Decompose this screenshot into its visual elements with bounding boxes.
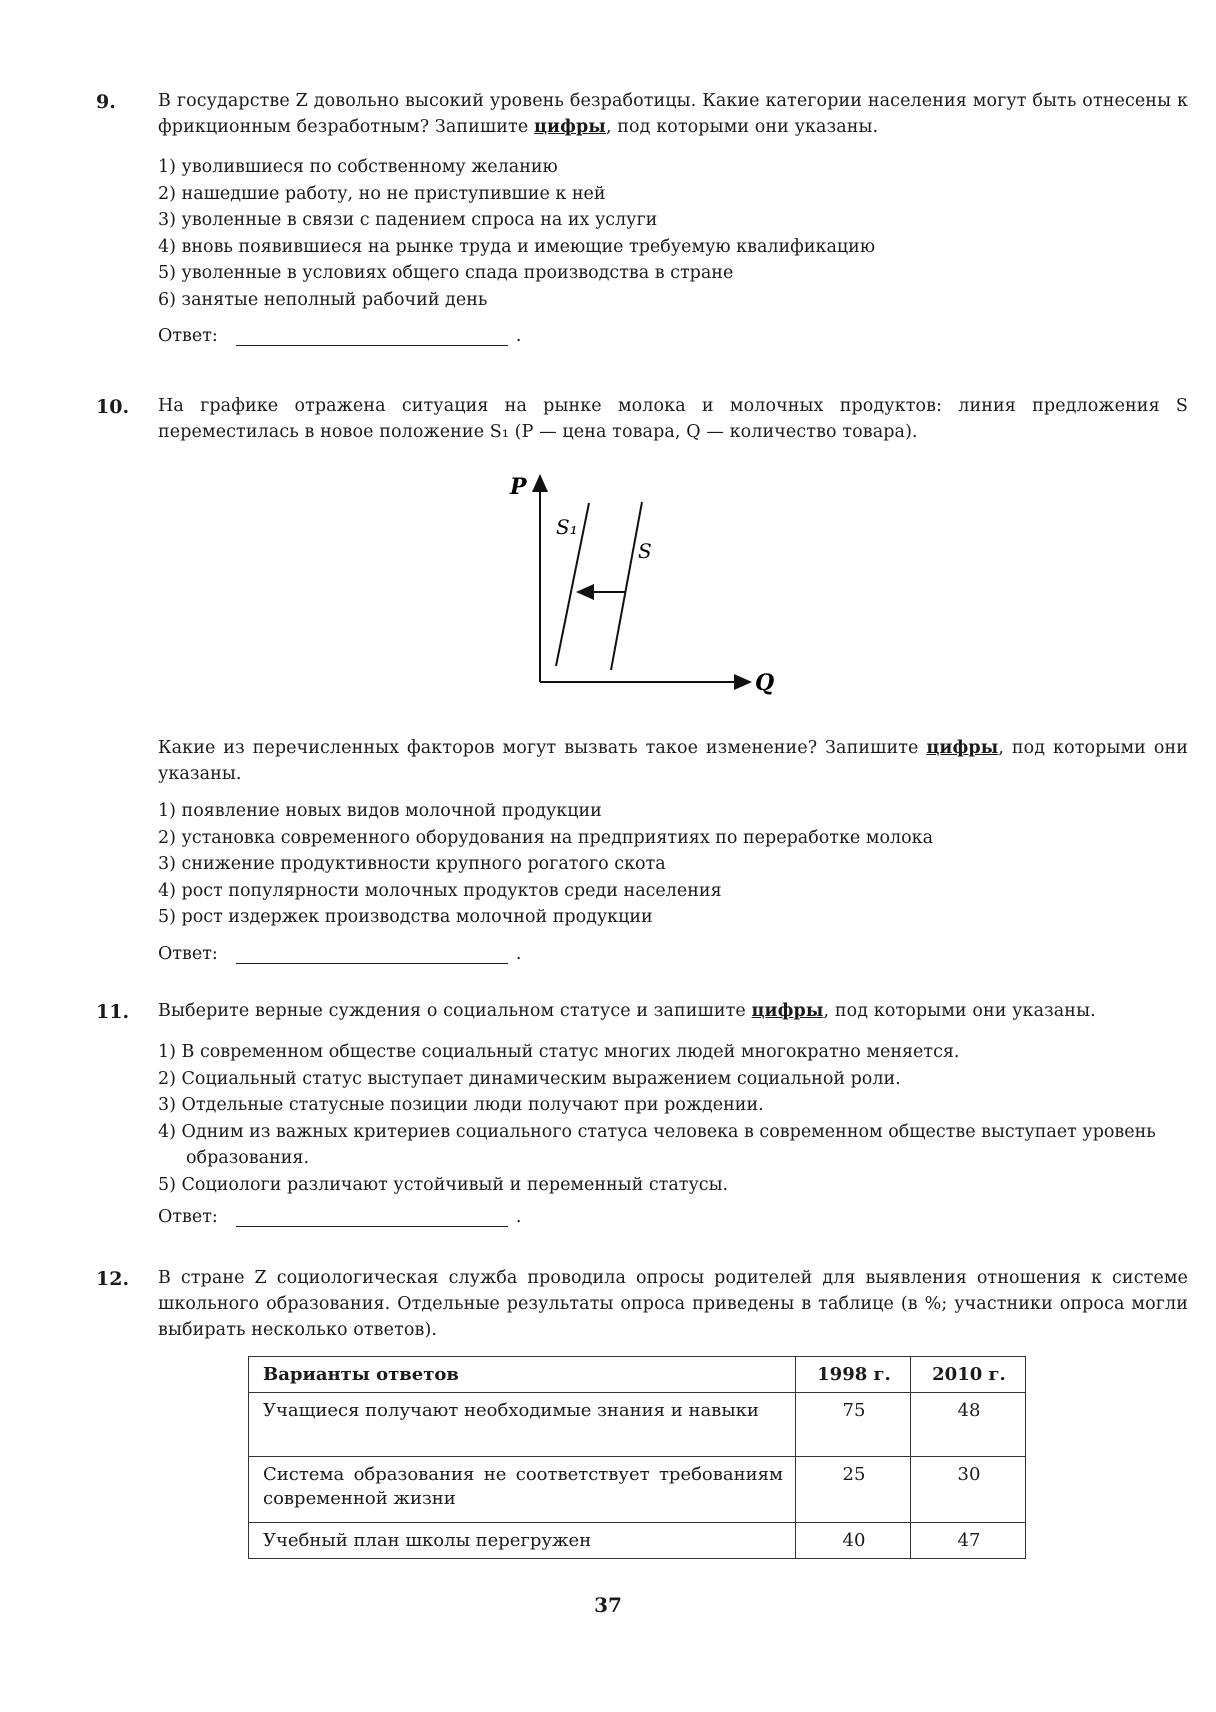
question-number: 10.	[96, 396, 130, 418]
table-row	[249, 1457, 1026, 1523]
x-axis-label: Q	[755, 670, 775, 696]
question-prompt: Какие из перечисленных факторов могут вызвать такое изменение? Запишите цифры, под которыми они указаны.	[158, 738, 1188, 784]
table-cell: 30	[911, 1457, 1026, 1523]
option: 3) Отдельные статусные позиции люди получают при рождении.	[158, 1095, 764, 1115]
table-header: Варианты ответов	[249, 1357, 796, 1393]
option: 1) В современном обществе социальный статус многих людей многократно меняется.	[158, 1042, 960, 1062]
option: 1) уволившиеся по собственному желанию	[158, 157, 558, 177]
option: 2) нашедшие работу, но не приступившие к ней	[158, 183, 606, 204]
answer-line[interactable]	[236, 327, 508, 346]
option: 3) уволенные в связи с падением спроса на их услуги	[158, 210, 658, 230]
option: 5) уволенные в условиях общего спада производства в стране	[158, 263, 734, 283]
answer-line[interactable]	[236, 945, 508, 964]
y-axis-label: P	[510, 474, 527, 500]
question-stem: В стране Z социологическая служба проводила опросы родителей для выявления отношения к системе школьного образования. Отдельные результаты опроса приведены в таблице (в %; участники опроса могли выбирать несколько ответов).	[158, 1268, 1188, 1340]
answer-field: Ответ: .	[158, 326, 522, 346]
answer-field: Ответ: .	[158, 1207, 522, 1227]
option: 5) рост издержек производства молочной продукции	[158, 907, 653, 927]
table-row	[249, 1523, 1026, 1559]
table-header-row	[249, 1357, 1026, 1393]
answer-line[interactable]	[236, 1208, 508, 1227]
table-cell: Учащиеся получают необходимые знания и навыки	[249, 1393, 796, 1457]
option: 1) появление новых видов молочной продукции	[158, 801, 602, 821]
table-header: 1998 г.	[796, 1357, 911, 1393]
question-number: 12.	[96, 1268, 130, 1290]
option: 3) снижение продуктивности крупного рогатого скота	[158, 854, 666, 874]
curve-label-s: S	[638, 539, 652, 563]
question-stem: В государстве Z довольно высокий уровень безработицы. Какие категории населения могут быть отнесены к фрикционным безработным? Запишите цифры, под которыми они указаны.	[158, 91, 1188, 137]
curve-label-s1: S₁	[556, 515, 578, 539]
options-list	[158, 154, 1188, 313]
question-stem: На графике отражена ситуация на рынке молока и молочных продуктов: линия предложения S переместилась в новое положение S₁ (P — цена товара, Q — количество товара).	[158, 396, 1188, 442]
question-number: 11.	[96, 1001, 130, 1023]
option: 5) Социологи различают устойчивый и переменный статусы.	[158, 1174, 729, 1195]
option: 2) Социальный статус выступает динамическим выражением социальной роли.	[158, 1068, 901, 1089]
option: 4) вновь появившиеся на рынке труда и имеющие требуемую квалификацию	[158, 236, 876, 257]
table-cell: 47	[911, 1523, 1026, 1559]
option: 4) Одним из важных критериев социального статуса человека в современном обществе выступает уровень образования.	[158, 1121, 1156, 1168]
table-cell: Учебный план школы перегружен	[249, 1523, 796, 1559]
supply-shift-graph	[500, 468, 790, 703]
option: 2) установка современного оборудования на предприятиях по переработке молока	[158, 827, 934, 848]
answer-field: Ответ: .	[158, 944, 522, 964]
survey-results-table	[248, 1356, 1026, 1559]
options-list	[158, 798, 1188, 931]
table-cell: 40	[796, 1523, 911, 1559]
table-cell: 25	[796, 1457, 911, 1523]
question-number: 9.	[96, 91, 116, 113]
option: 6) занятые неполный рабочий день	[158, 289, 488, 310]
table-header: 2010 г.	[911, 1357, 1026, 1393]
options-list	[158, 1039, 1188, 1198]
page-number: 37	[594, 1593, 622, 1617]
table-row	[249, 1393, 1026, 1457]
question-stem: Выберите верные суждения о социальном статусе и запишите цифры, под которыми они указаны.	[158, 1001, 1096, 1021]
table-cell: 48	[911, 1393, 1026, 1457]
option: 4) рост популярности молочных продуктов среди населения	[158, 880, 722, 901]
table-cell: 75	[796, 1393, 911, 1457]
table-cell: Система образования не соответствует требованиям современной жизни	[249, 1457, 796, 1523]
supply-curve-s	[611, 502, 642, 670]
